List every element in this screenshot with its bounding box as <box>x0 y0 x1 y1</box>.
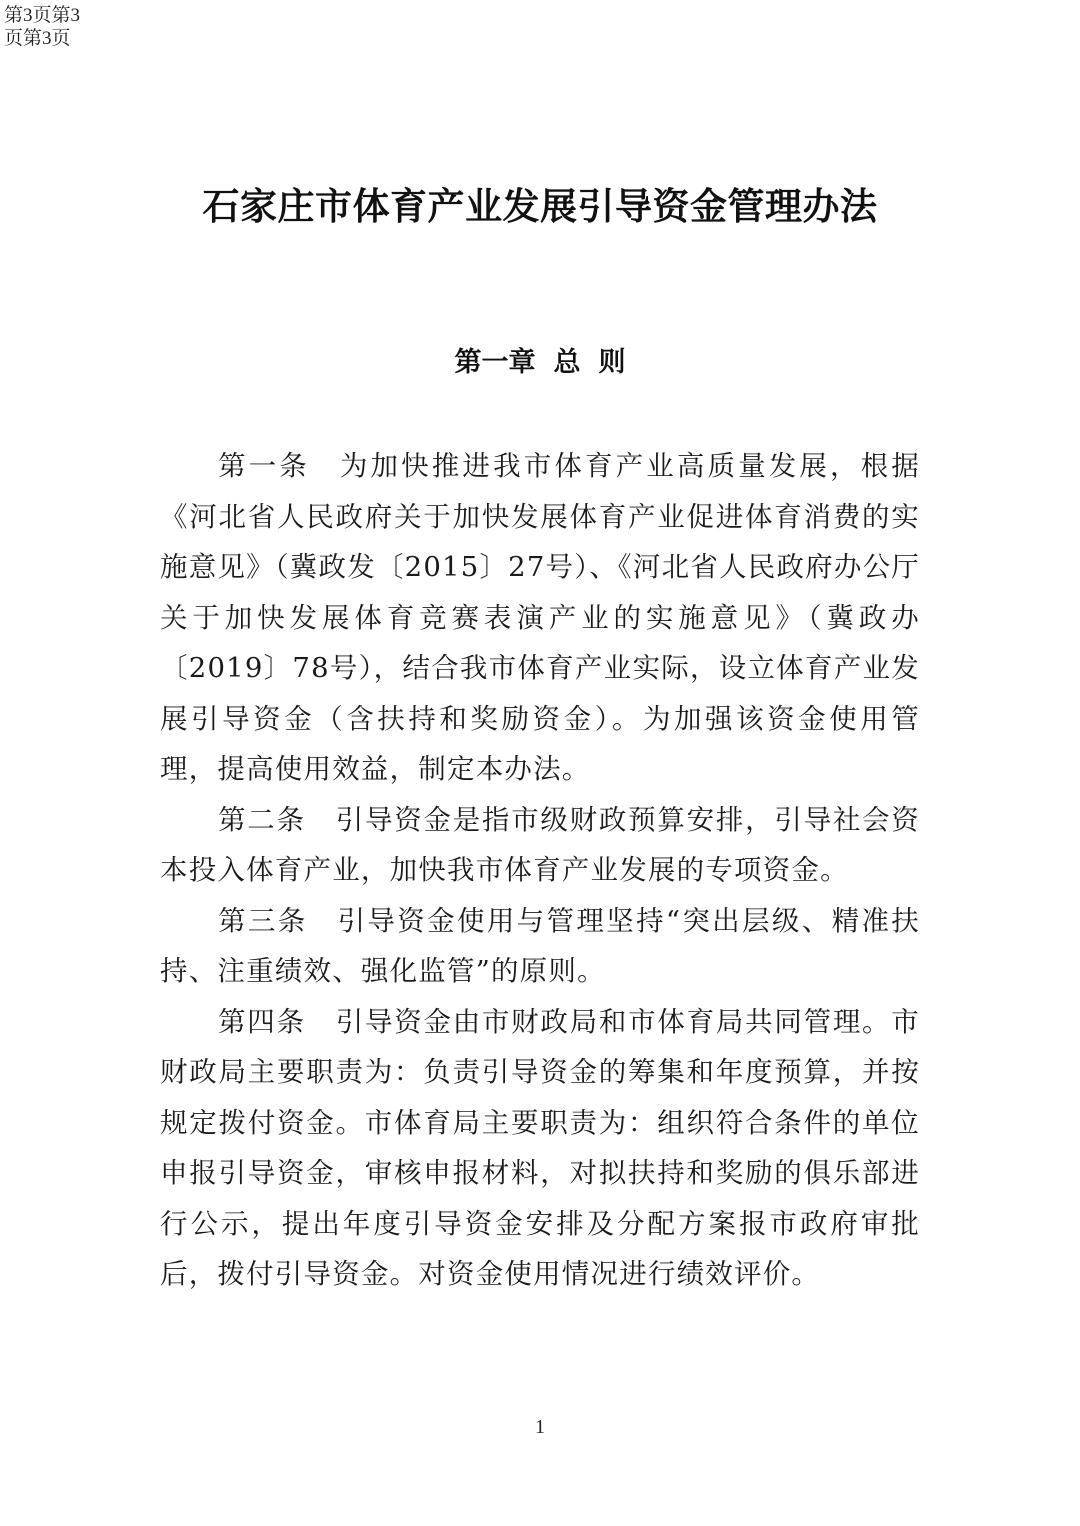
article-text: 引导资金使用与管理坚持“突出层级、精准扶持、注重绩效、强化监管”的原则。 <box>160 904 920 987</box>
article-3 <box>160 896 920 997</box>
article-text: 引导资金是指市级财政预算安排，引导社会资本投入体育产业，加快我市体育产业发展的专项资金。 <box>160 803 921 886</box>
page-number: 1 <box>535 1416 545 1438</box>
article-text: 引导资金由市财政局和市体育局共同管理。市财政局主要职责为：负责引导资金的筹集和年度预算，并按规定拨付资金。市体育局主要职责为：组织符合条件的单位申报引导资金，审核申报材料，对拟扶持和奖励的俱乐部进行公示，提出年度引导资金安排及分配方案报市政府审批后，拨付引导资金。对资金使用情况进行绩效评价。 <box>160 1005 921 1290</box>
chapter-heading <box>0 341 1080 385</box>
chapter-name-part1: 总 <box>553 347 581 378</box>
article-2 <box>160 795 920 896</box>
chapter-number: 第一章 <box>454 347 536 378</box>
chapter-name-part2: 则 <box>598 347 626 378</box>
page-reference-note: 第3页第3页第3页 <box>4 5 81 49</box>
article-number: 第三条 <box>218 904 308 937</box>
article-text: 为加快推进我市体育产业高质量发展，根据《河北省人民政府关于加快发展体育产业促进体育消费的实施意见》（冀政发〔2015〕27号）、《河北省人民政府办公厅关于加快发展体育竞赛表演产业的实施意见》（冀政办〔2019〕78号），结合我市体育产业实际，设立体育产业发展引导资金（含扶持和奖励资金）。为加强该资金使用管理，提高使用效益，制定本办法。 <box>160 450 920 785</box>
article-1 <box>160 441 920 795</box>
article-number: 第四条 <box>218 1005 306 1038</box>
article-number: 第一条 <box>218 450 310 482</box>
article-4 <box>160 997 920 1300</box>
document-body <box>160 441 920 1300</box>
article-number: 第二条 <box>218 803 306 836</box>
document-title: 石家庄市体育产业发展引导资金管理办法 <box>202 185 878 228</box>
